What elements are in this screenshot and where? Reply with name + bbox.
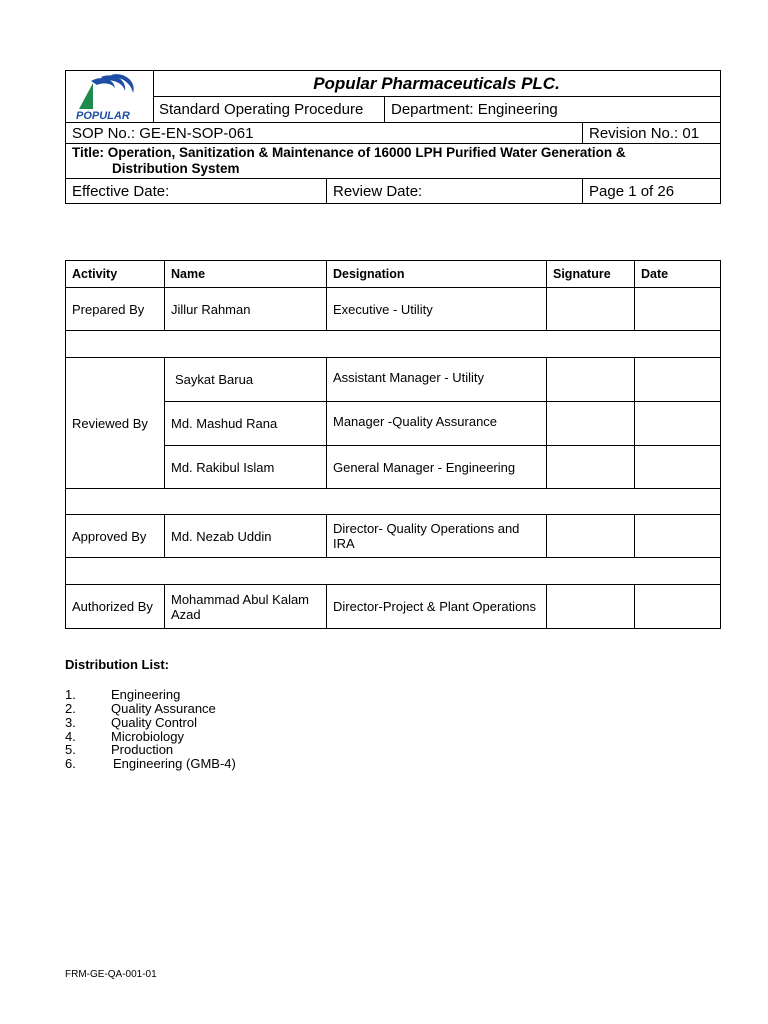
list-item-number: 5. (65, 742, 76, 757)
approved-signature (546, 514, 635, 558)
review-date: Review Date: (333, 182, 423, 200)
reviewer-2-date (634, 401, 721, 446)
list-item-number: 1. (65, 687, 76, 702)
approved-designation (326, 514, 547, 558)
list-item-number: 2. (65, 701, 76, 716)
reviewer-2-name: Md. Mashud Rana (164, 401, 327, 446)
sop-no: SOP No.: GE-EN-SOP-061 (72, 124, 254, 142)
logo-cell (65, 70, 154, 123)
distribution-heading: Distribution List: (65, 657, 169, 672)
authorized-name (164, 584, 327, 629)
company-name: Popular Pharmaceuticals PLC. (313, 73, 560, 93)
approved-name: Md. Nezab Uddin (164, 514, 327, 558)
reviewer-1-signature (546, 357, 635, 402)
spacer-row-3 (65, 557, 721, 585)
approved-designation-line-1: Director- Quality Operations and (333, 521, 520, 536)
authorized-name-line-2: Azad (171, 606, 201, 622)
effective-date: Effective Date: (72, 182, 170, 200)
reviewer-3-name: Md. Rakibul Islam (164, 445, 327, 489)
reviewer-2-signature (546, 401, 635, 446)
title-line-1: Title: Operation, Sanitization & Maintenance of 16000 LPH Purified Water Generation & (72, 145, 626, 160)
list-item-number: 6. (65, 756, 76, 771)
reviewer-1-date (634, 357, 721, 402)
approved-designation-line-2: IRA (333, 536, 355, 551)
title-line-2: Distribution System (112, 161, 240, 176)
authorized-signature (546, 584, 635, 629)
effective-date-cell (65, 178, 327, 204)
authorized-name-line-1: Mohammad Abul Kalam (171, 591, 310, 607)
list-item: Microbiology (111, 729, 184, 744)
approved-activity: Approved By (65, 514, 165, 558)
reviewer-1-name: Saykat Barua (164, 357, 327, 402)
list-item: Engineering (GMB-4) (113, 756, 236, 771)
doc-type: Standard Operating Procedure (159, 101, 364, 118)
prepared-designation: Executive - Utility (326, 287, 547, 331)
spacer-row-2 (65, 488, 721, 515)
approved-date (634, 514, 721, 558)
authorized-date (634, 584, 721, 629)
company-name-cell (153, 70, 721, 97)
logo-text: POPULAR (75, 109, 130, 121)
form-code: FRM-GE-QA-001-01 (65, 969, 157, 980)
reviewer-1-designation: Assistant Manager - Utility (326, 357, 547, 402)
col-header-date: Date (634, 260, 721, 288)
reviewer-3-designation: General Manager - Engineering (326, 445, 547, 489)
authorized-designation: Director-Project & Plant Operations (326, 584, 547, 629)
col-header-designation: Designation (326, 260, 547, 288)
list-item: Quality Assurance (111, 701, 216, 716)
spacer-row-1 (65, 330, 721, 358)
doc-type-cell (153, 96, 385, 123)
col-header-activity: Activity (65, 260, 165, 288)
review-date-cell (326, 178, 583, 204)
revision-no: Revision No.: 01 (589, 124, 700, 142)
prepared-name: Jillur Rahman (164, 287, 327, 331)
reviewer-3-signature (546, 445, 635, 489)
revision-cell (582, 122, 721, 144)
prepared-signature (546, 287, 635, 331)
list-item: Engineering (111, 687, 181, 702)
col-header-signature: Signature (546, 260, 635, 288)
col-header-name: Name (164, 260, 327, 288)
authorized-activity: Authorized By (65, 584, 165, 629)
list-item: Quality Control (111, 715, 197, 730)
reviewer-3-date (634, 445, 721, 489)
prepared-date (634, 287, 721, 331)
reviewed-activity: Reviewed By (65, 357, 165, 489)
list-item: Production (111, 742, 174, 757)
page-number-cell (582, 178, 721, 204)
prepared-activity: Prepared By (65, 287, 165, 331)
department-cell (384, 96, 721, 123)
list-item-number: 3. (65, 715, 76, 730)
department: Department: Engineering (391, 101, 558, 118)
list-item-number: 4. (65, 729, 76, 744)
title-cell (65, 143, 721, 179)
sop-no-cell (65, 122, 583, 144)
popular-logo (71, 73, 149, 121)
page-number: Page 1 of 26 (589, 182, 675, 200)
reviewer-2-designation: Manager -Quality Assurance (326, 401, 547, 446)
